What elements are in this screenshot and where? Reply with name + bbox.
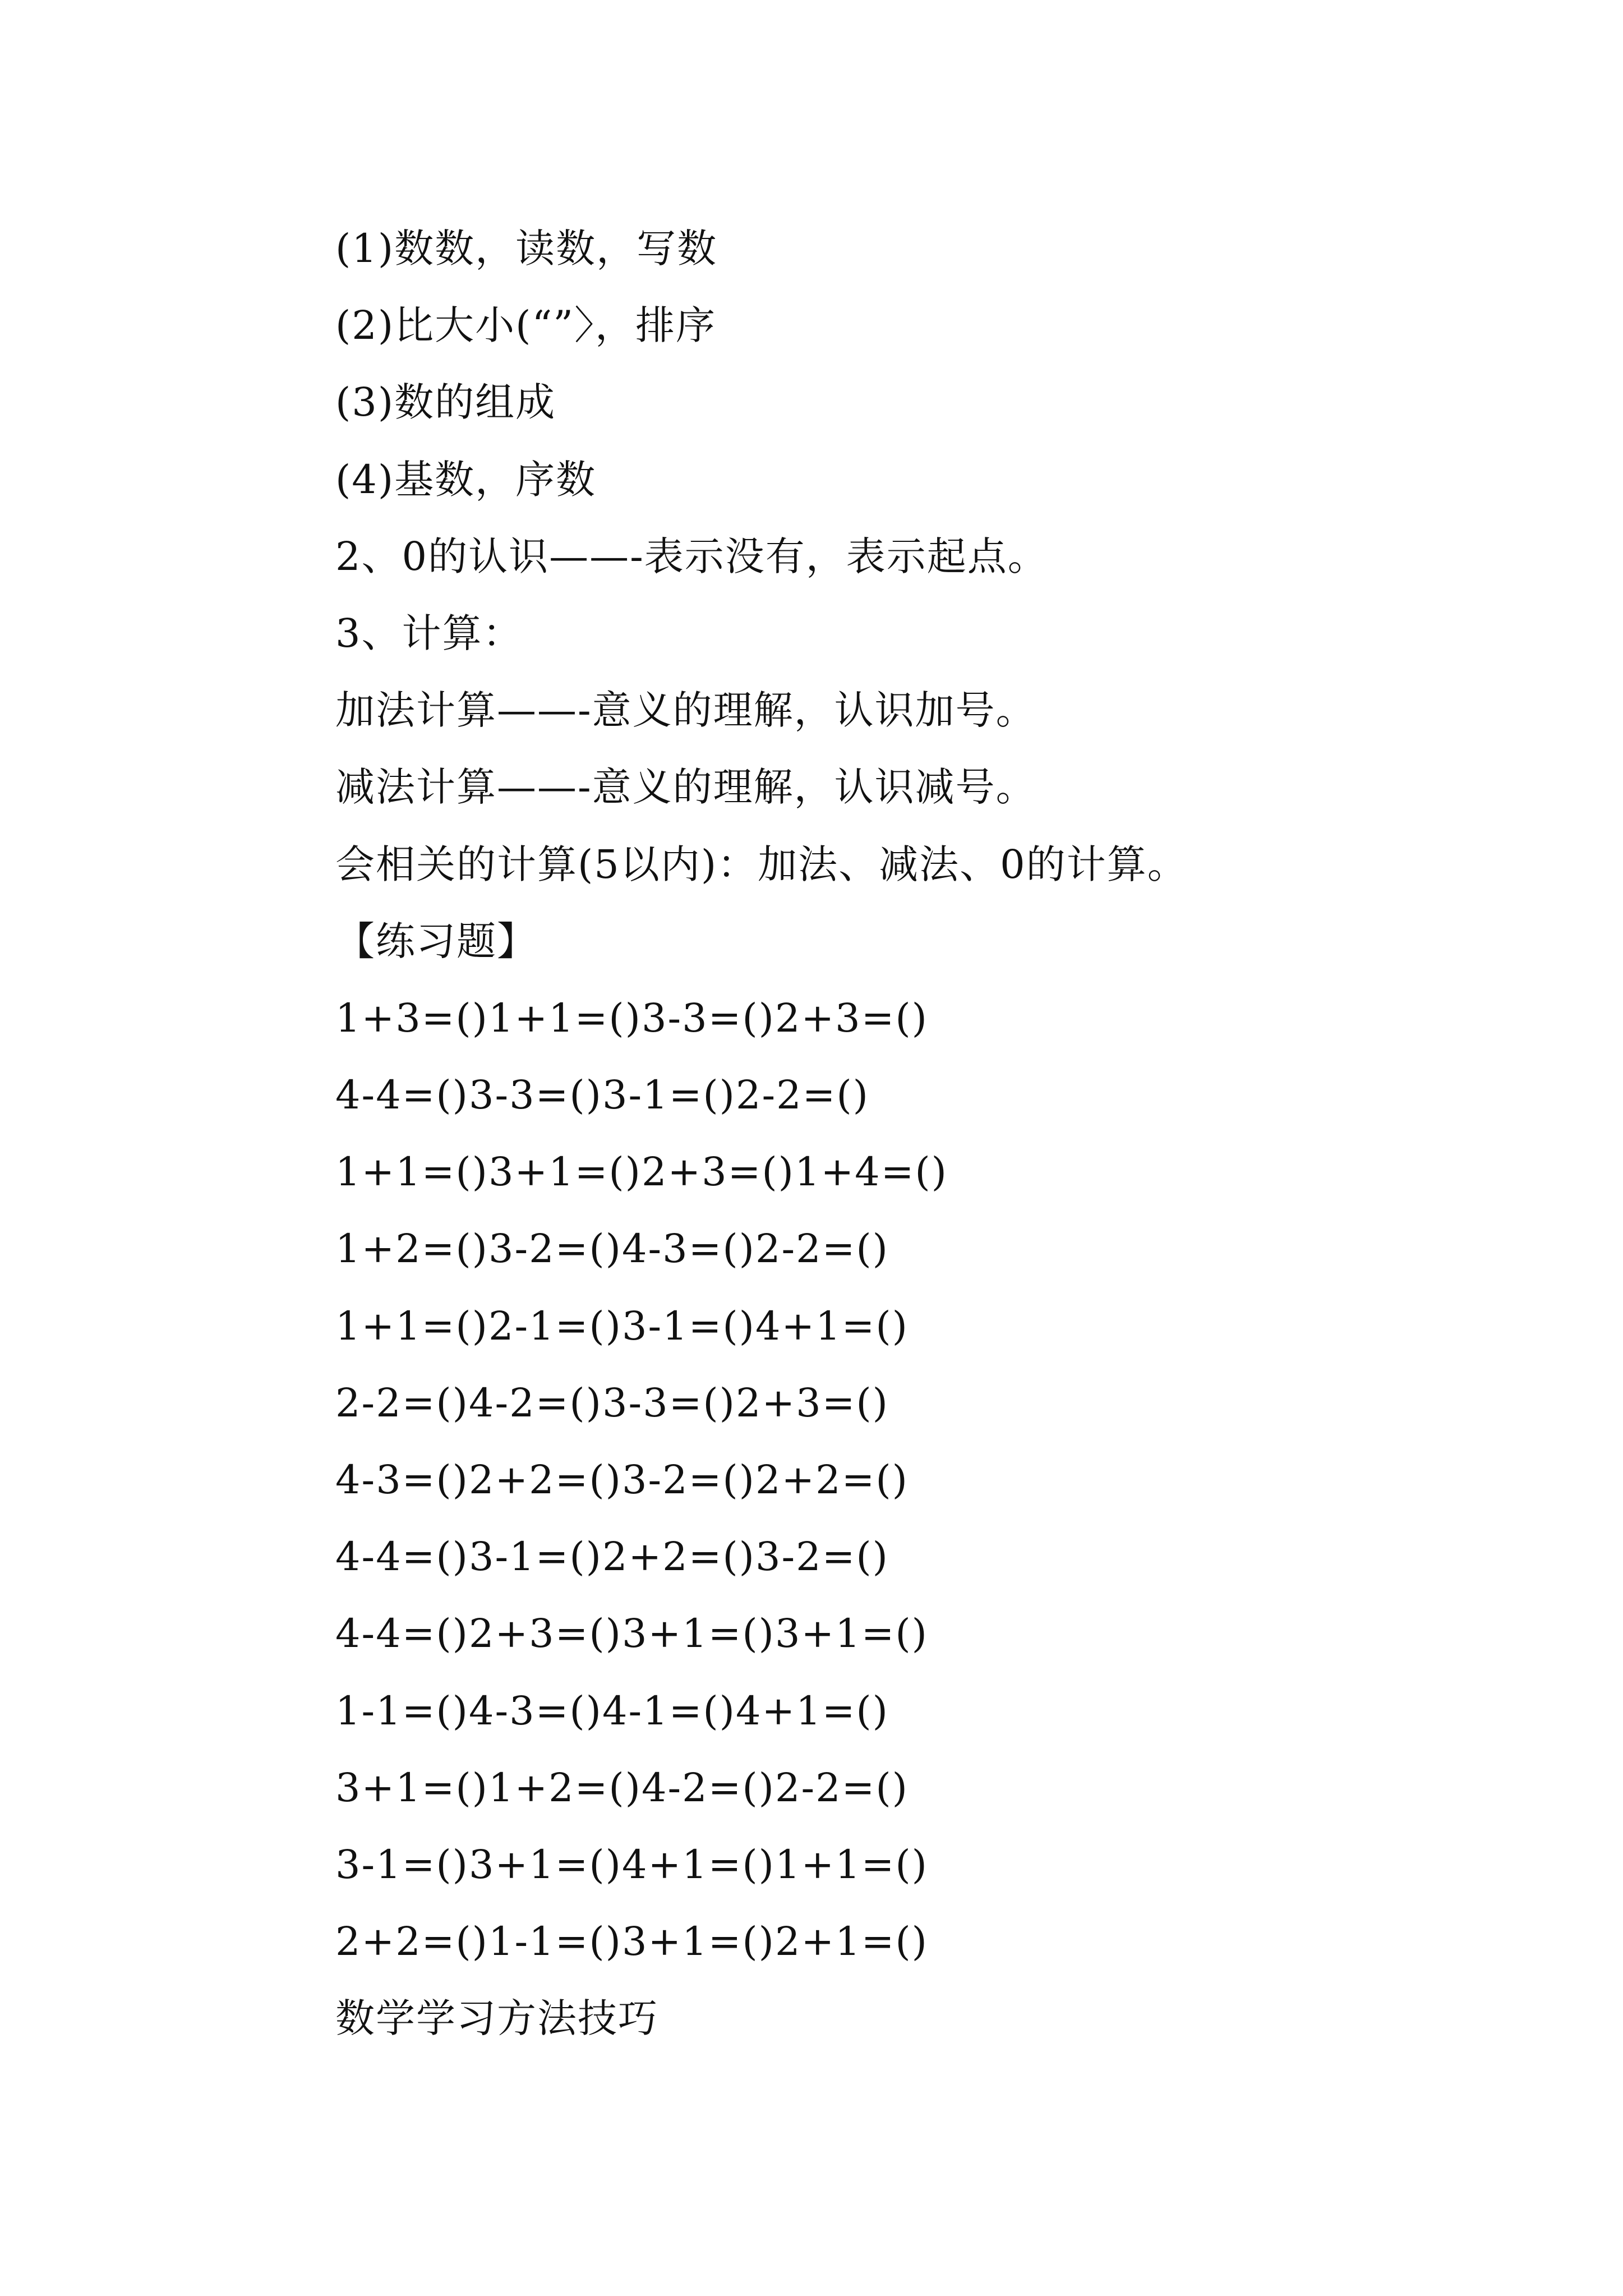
subtraction-note: 减法计算——-意义的理解，认识减号。 xyxy=(335,764,1036,811)
list-item-composition: (3)数的组成 xyxy=(335,379,556,426)
exercise-row: 4-4=()3-1=()2+2=()3-2=() xyxy=(335,1534,889,1580)
section-zero: 2、0的认识——-表示没有，表示起点。 xyxy=(335,533,1048,579)
section-calculation: 3、计算： xyxy=(335,610,523,656)
exercise-row: 1-1=()4-3=()4-1=()4+1=() xyxy=(335,1687,889,1734)
exercise-row: 1+2=()3-2=()4-3=()2-2=() xyxy=(335,1226,889,1272)
exercise-row: 2+2=()1-1=()3+1=()2+1=() xyxy=(335,1918,928,1965)
document-body xyxy=(335,210,1457,2058)
exercise-row: 1+1=()2-1=()3-1=()4+1=() xyxy=(335,1303,909,1349)
exercise-row: 3+1=()1+2=()4-2=()2-2=() xyxy=(335,1764,909,1811)
exercise-row: 1+3=()1+1=()3-3=()2+3=() xyxy=(335,995,928,1041)
list-item-compare: (2)比大小(“”〉，排序 xyxy=(335,302,717,349)
exercise-heading: 【练习题】 xyxy=(335,918,537,964)
exercise-row: 2-2=()4-2=()3-3=()2+3=() xyxy=(335,1379,889,1426)
section-heading-methods: 数学学习方法技巧 xyxy=(335,1995,658,2042)
list-item-counting: (1)数数，读数，写数 xyxy=(335,226,718,272)
calculation-note: 会相关的计算(5以内)：加法、减法、0的计算。 xyxy=(335,841,1188,887)
list-item-cardinal-ordinal: (4)基数，序数 xyxy=(335,456,597,503)
exercise-row: 4-4=()2+3=()3+1=()3+1=() xyxy=(335,1611,928,1657)
exercise-row: 3-1=()3+1=()4+1=()1+1=() xyxy=(335,1841,928,1888)
exercise-row: 1+1=()3+1=()2+3=()1+4=() xyxy=(335,1149,948,1195)
addition-note: 加法计算——-意义的理解，认识加号。 xyxy=(335,687,1036,734)
exercise-row: 4-4=()3-3=()3-1=()2-2=() xyxy=(335,1072,869,1119)
exercise-row: 4-3=()2+2=()3-2=()2+2=() xyxy=(335,1457,909,1503)
